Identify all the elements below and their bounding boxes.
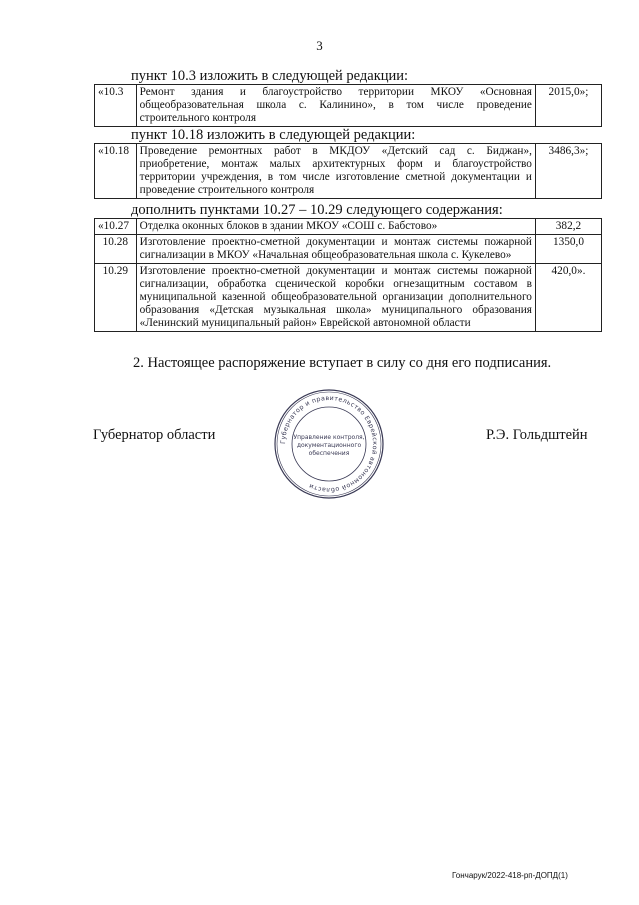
item-description: Отделка оконных блоков в здании МКОУ «СОШ с. Бабстово»	[136, 219, 535, 235]
item-number: 10.29	[95, 264, 137, 332]
document-registration-code: Гончарук/2022-418-рп-ДОПД(1)	[452, 871, 568, 880]
table-row	[95, 219, 602, 235]
stamp-ring-text: Губернатор и правительство Еврейской автономной области	[279, 394, 379, 494]
item-number: «10.18	[95, 144, 137, 199]
stamp-inner-line-2: документационного	[296, 442, 362, 449]
signatory-name: Р.Э. Гольдштейн	[486, 427, 588, 443]
item-amount: 2015,0»;	[535, 85, 601, 127]
table-row	[95, 144, 602, 199]
official-stamp	[273, 388, 385, 500]
section-heading-10-3: пункт 10.3 изложить в следующей редакции:	[131, 68, 409, 84]
table-row	[95, 85, 602, 127]
item-number: «10.3	[95, 85, 137, 127]
item-description: Изготовление проектно-сметной документации и монтаж системы пожарной сигнализации в МКОУ «Начальная общеобразовательная школа с. Кукелево»	[136, 235, 535, 264]
stamp-inner-line-3: обеспечения	[308, 450, 350, 457]
item-amount: 420,0».	[535, 264, 601, 332]
item-description: Проведение ремонтных работ в МКДОУ «Детский сад с. Биджан», приобретение, монтаж малых архитектурных форм и благоустройство территории учреждения, в том числе изготовление сметной документации и проведение строительного контроля	[136, 144, 535, 199]
item-amount: 382,2	[535, 219, 601, 235]
item-number: 10.28	[95, 235, 137, 264]
page-number: 3	[316, 38, 323, 53]
item-amount: 3486,3»;	[535, 144, 601, 199]
table-row	[95, 235, 602, 264]
item-amount: 1350,0	[535, 235, 601, 264]
closing-paragraph: 2. Настоящее распоряжение вступает в силу со дня его подписания.	[133, 355, 552, 371]
item-description: Изготовление проектно-сметной документации и монтаж системы пожарной сигнализации, обработка сценической коробки огнезащитным составом в муниципальной казенной общеобразовательной организации дополнительного образования «Детская музыкальная школа» муниципального образования «Ленинский муниципальный район» Еврейской автономной области	[136, 264, 535, 332]
table-row	[95, 264, 602, 332]
stamp-inner-line-1: Управление контроля,	[293, 434, 365, 441]
amendment-table-10-27-10-29	[94, 218, 602, 332]
amendment-table-10-18	[94, 143, 602, 199]
item-number: «10.27	[95, 219, 137, 235]
amendment-table-10-3	[94, 84, 602, 127]
signatory-position: Губернатор области	[93, 427, 216, 443]
section-heading-10-18: пункт 10.18 изложить в следующей редакции:	[131, 127, 416, 143]
item-description: Ремонт здания и благоустройство территории МКОУ «Основная общеобразовательная школа с. Калинино», в том числе проведение строительного контроля	[136, 85, 535, 127]
section-heading-10-27: дополнить пунктами 10.27 – 10.29 следующего содержания:	[131, 202, 503, 218]
